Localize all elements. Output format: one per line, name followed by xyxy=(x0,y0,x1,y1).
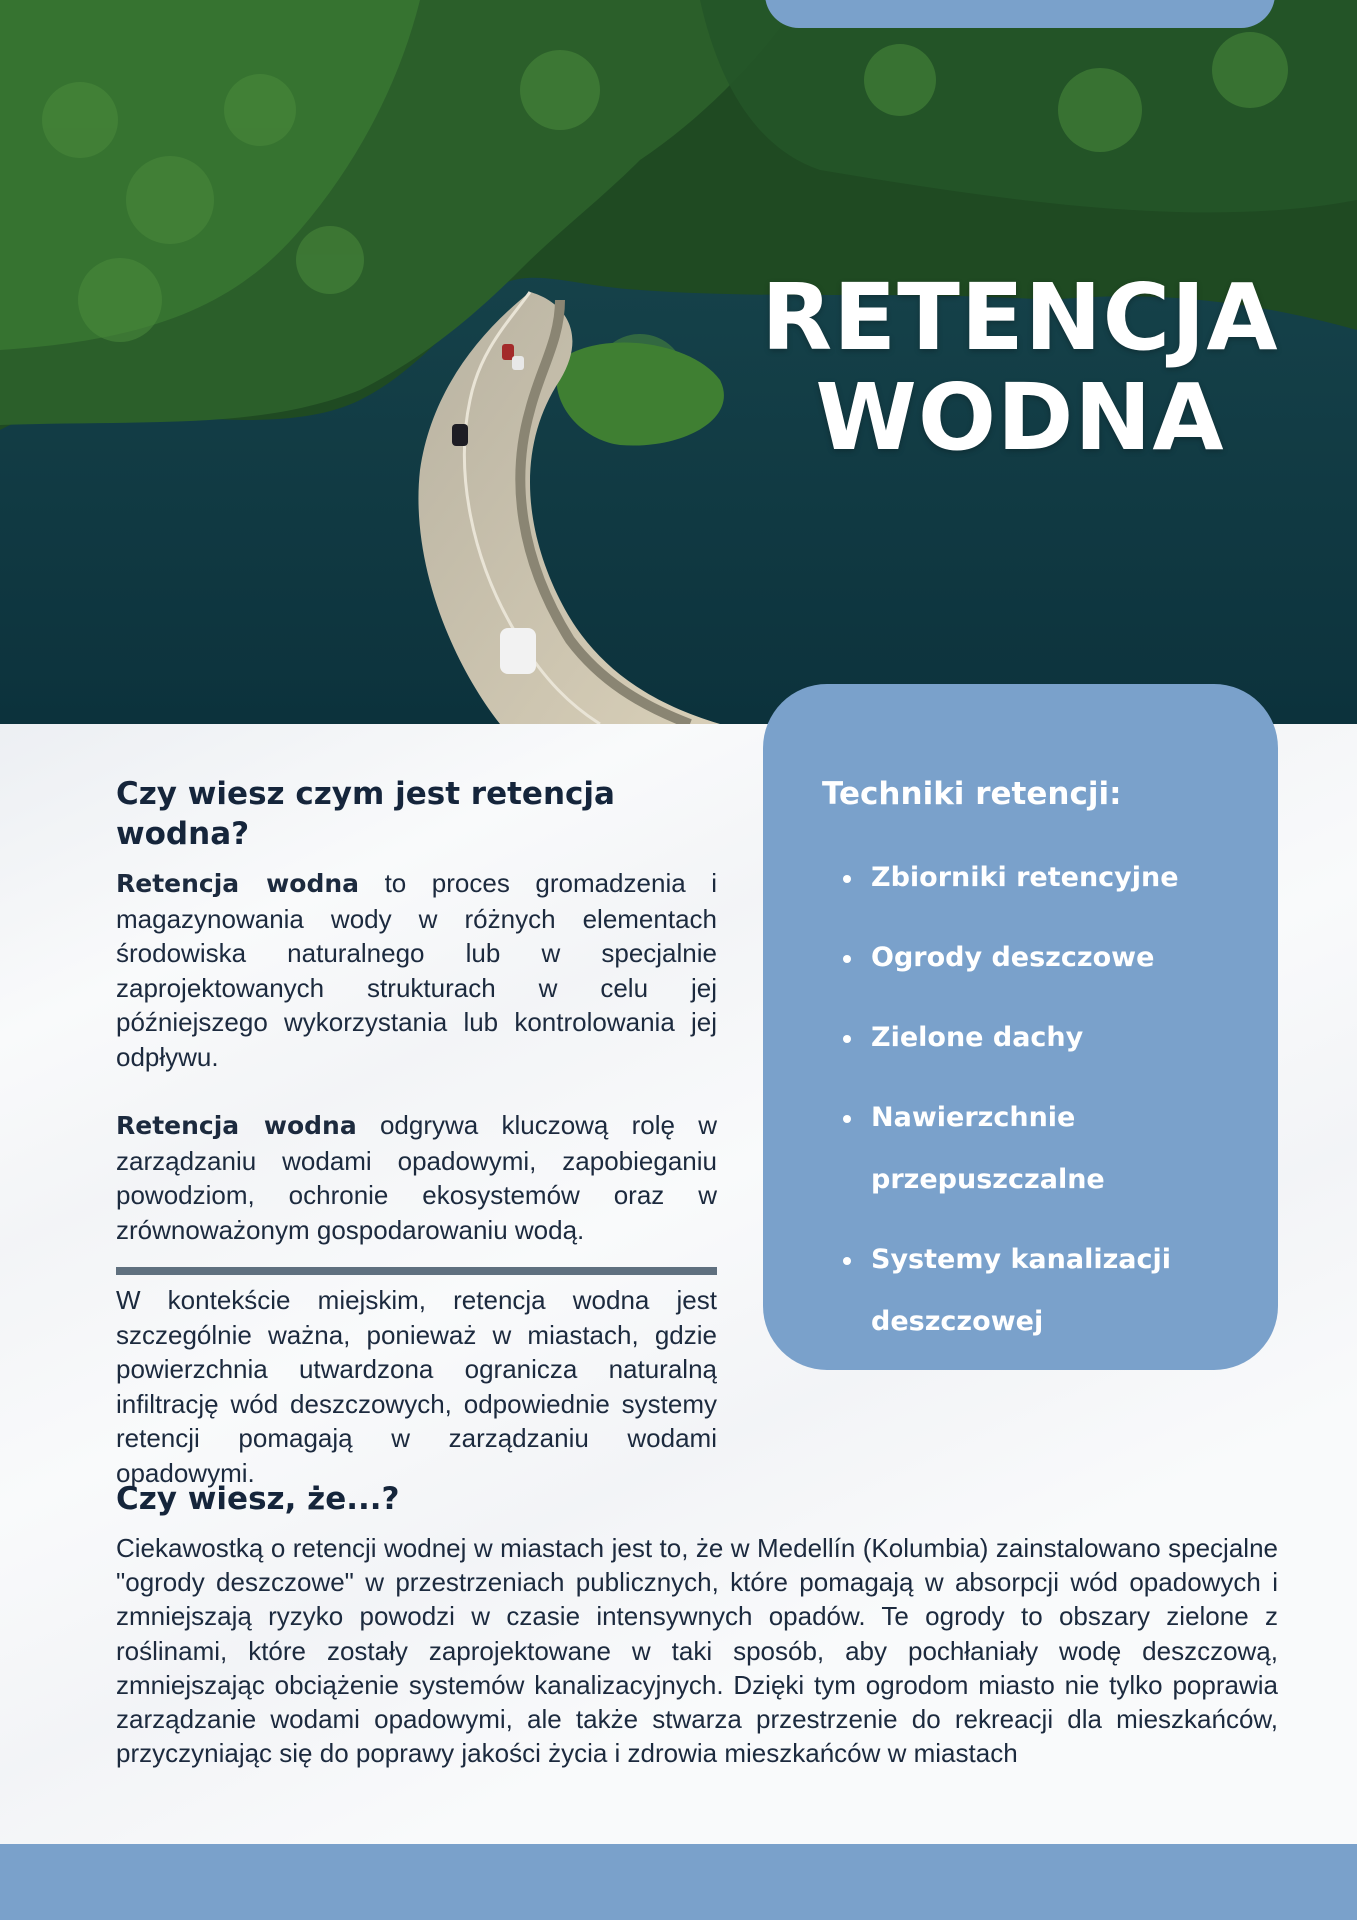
list-item: Systemy kanalizacji deszczowej xyxy=(843,1229,1243,1353)
intro-heading: Czy wiesz czym jest retencja wodna? xyxy=(116,776,615,852)
techniques-list xyxy=(843,847,1243,1371)
intro-paragraph-2 xyxy=(116,1108,717,1247)
intro-section xyxy=(116,774,717,1490)
hero-image xyxy=(0,0,1357,724)
did-you-know-text: Ciekawostką o retencji wodnej w miastach jest to, że w Medellín (Kolumbia) zainstalowano specjalne "ogrody deszczowe" w przestrzeniach publicznych, które pomagają w absorpcji wód opadowych i zmniejszają ryzyko powodzi w czasie intensywnych opadów. Te ogrody to obszary zielone z roślinami, które zostały zaprojektowane w taki sposób, aby pochłaniały wodę deszczową, zmniejszając obciążenie systemów kanalizacyjnych. Dzięki tym ogrodom miasto nie tylko poprawia zarządzanie wodami opadowymi, ale także stwarza przestrzenie do rekreacji dla mieszkańców, przyczyniając się do poprawy jakości życia i zdrowia mieszkańców w miastach xyxy=(116,1533,1278,1769)
page-title-line1: RETENCJA xyxy=(761,264,1279,371)
page-title-line2: WODNA xyxy=(815,364,1225,471)
section-divider xyxy=(116,1267,717,1275)
list-item: Ogrody deszczowe xyxy=(843,927,1243,989)
list-item: Zielone dachy xyxy=(843,1007,1243,1069)
list-item: Nawierzchnie przepuszczalne xyxy=(843,1087,1243,1211)
intro-paragraph-1 xyxy=(116,866,717,1074)
intro-paragraph-2-text: odgrywa kluczową rolę w zarządzaniu wodami opadowymi, zapobieganiu powodziom, ochronie ekosystemów oraz w zrównoważonym gospodarowaniu wodą. xyxy=(116,1110,717,1245)
techniques-card xyxy=(763,684,1278,1370)
techniques-title: Techniki retencji: xyxy=(822,776,1122,812)
page-title xyxy=(700,264,1340,471)
top-decorative-tab xyxy=(765,0,1275,28)
did-you-know-heading: Czy wiesz, że...? xyxy=(116,1481,400,1517)
footer-band xyxy=(0,1844,1357,1920)
intro-paragraph-1-text: to proces gromadzenia i magazynowania wody w różnych elementach środowiska naturalnego lub w specjalnie zaprojektowanych strukturach w celu jej późniejszego wykorzystania lub kontrolowania jej odpływu. xyxy=(116,868,717,1072)
intro-paragraph-3: W kontekście miejskim, retencja wodna jest szczególnie ważna, ponieważ w miastach, gdzie powierzchnia utwardzona ogranicza naturalną infiltrację wód deszczowych, odpowiednie systemy retencji pomagają w zarządzaniu wodami opadowymi. xyxy=(116,1285,717,1488)
list-item: Zbiorniki retencyjne xyxy=(843,847,1243,909)
did-you-know-section xyxy=(116,1479,1278,1770)
intro-paragraph-1-bold: Retencja wodna xyxy=(116,869,360,898)
intro-paragraph-2-bold: Retencja wodna xyxy=(116,1111,357,1140)
